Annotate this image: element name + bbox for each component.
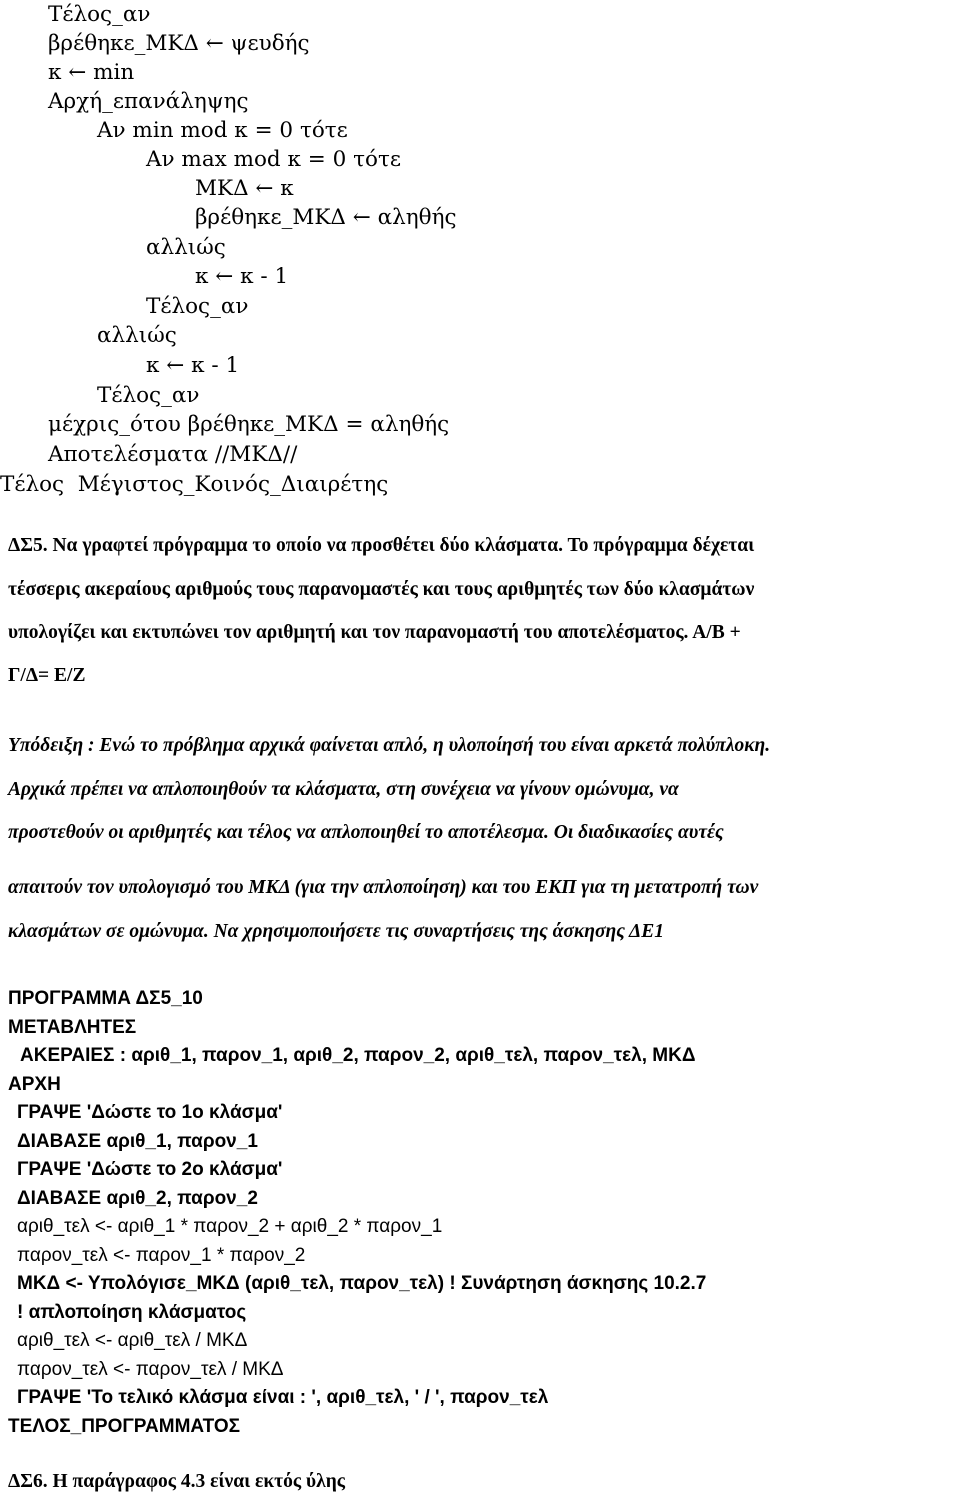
program-line: ΑΚΕΡΑΙΕΣ : αριθ_1, παρον_1, αριθ_2, παρον_2, αριθ_τελ, παρον_τελ, ΜΚΔ	[20, 1045, 696, 1066]
program-line: αριθ_τελ <- αριθ_τελ / ΜΚΔ	[17, 1330, 248, 1351]
code-line: βρέθηκε_ΜΚΔ ← ψευδής	[48, 31, 310, 56]
code-line: βρέθηκε_ΜΚΔ ← αληθής	[195, 205, 457, 230]
code-line: αλλιώς	[146, 235, 226, 260]
program-line: αριθ_τελ <- αριθ_1 * παρον_2 + αριθ_2 * παρον_1	[17, 1216, 443, 1237]
program-line: ΔΙΑΒΑΣΕ αριθ_2, παρον_2	[17, 1188, 258, 1209]
program-line: ΑΡΧΗ	[8, 1074, 61, 1095]
code-line: Τέλος_αν	[48, 2, 151, 27]
code-line: αλλιώς	[97, 323, 177, 348]
program-line: ΓΡΑΨΕ 'Δώστε το 1ο κλάσμα'	[17, 1102, 283, 1123]
hint-line: Αρχικά πρέπει να απλοποιηθούν τα κλάσματα, στη συνέχεια να γίνουν ομώνυμα, να	[8, 779, 679, 800]
code-line: Αποτελέσματα //ΜΚΔ//	[48, 442, 298, 467]
exercise-line: Γ/Δ= Ε/Ζ	[8, 665, 86, 686]
code-line: ΜΚΔ ← κ	[195, 176, 294, 201]
code-line: κ ← κ - 1	[195, 264, 289, 289]
program-line: παρον_τελ <- παρον_1 * παρον_2	[17, 1245, 306, 1266]
code-line: Αν max mod κ = 0 τότε	[146, 147, 402, 172]
code-line: κ ← min	[48, 60, 135, 85]
code-line: μέχρις_ότου βρέθηκε_ΜΚΔ = αληθής	[48, 412, 450, 437]
code-line: Αρχή_επανάληψης	[48, 89, 249, 114]
hint-paragraph	[8, 735, 953, 945]
code-line: κ ← κ - 1	[146, 353, 240, 378]
program-line: παρον_τελ <- παρον_τελ / ΜΚΔ	[17, 1359, 284, 1380]
code-line: Τέλος_αν	[97, 383, 200, 408]
hint-line: προστεθούν οι αριθμητές και τέλος να απλοποιηθεί το αποτέλεσμα. Οι διαδικασίες αυτές	[8, 822, 724, 843]
program-line: ΜΕΤΑΒΛΗΤΕΣ	[8, 1017, 137, 1038]
exercise-line: υπολογίζει και εκτυπώνει τον αριθμητή και τον παρανομαστή του αποτελέσματος. Α/Β +	[8, 622, 741, 643]
program-line: ΜΚΔ <- Υπολόγισε_ΜΚΔ (αριθ_τελ, παρον_τελ) ! Συνάρτηση άσκησης 10.2.7	[17, 1273, 707, 1294]
hint-line: κλασμάτων σε ομώνυμα. Να χρησιμοποιήσετε τις συναρτήσεις της άσκησης ΔΕ1	[8, 921, 665, 942]
code-line: Αν min mod κ = 0 τότε	[97, 118, 348, 143]
exercise-line: τέσσερις ακεραίους αριθμούς τους παρανομαστές και τους αριθμητές των δύο κλασμάτων	[8, 579, 755, 600]
program-line: ΓΡΑΨΕ 'Δώστε το 2ο κλάσμα'	[17, 1159, 283, 1180]
hint-line: απαιτούν τον υπολογισμό του ΜΚΔ (για την απλοποίηση) και του ΕΚΠ για τη μετατροπή των	[8, 877, 759, 898]
code-line: Τέλος Μέγιστος_Κοινός_Διαιρέτης	[0, 472, 389, 497]
next-exercise-heading: ΔΣ6. Η παράγραφος 4.3 είναι εκτός ύλης	[8, 1471, 346, 1492]
program-line: ΔΙΑΒΑΣΕ αριθ_1, παρον_1	[17, 1131, 258, 1152]
program-line: ΠΡΟΓΡΑΜΜΑ ΔΣ5_10	[8, 988, 203, 1009]
code-line: Τέλος_αν	[146, 294, 249, 319]
program-line: ! απλοποίηση κλάσματος	[17, 1302, 247, 1323]
program-line: ΤΕΛΟΣ_ΠΡΟΓΡΑΜΜΑΤΟΣ	[8, 1416, 241, 1437]
program-line: ΓΡΑΨΕ 'Το τελικό κλάσμα είναι : ', αριθ_τελ, ' / ', παρον_τελ	[17, 1387, 549, 1408]
exercise-statement	[8, 535, 953, 695]
hint-line: Υπόδειξη : Ενώ το πρόβλημα αρχικά φαίνεται απλό, η υλοποίησή του είναι αρκετά πολύπλοκη.	[8, 735, 771, 756]
exercise-line: ΔΣ5. Να γραφτεί πρόγραμμα το οποίο να προσθέτει δύο κλάσματα. Το πρόγραμμα δέχεται	[8, 535, 755, 556]
